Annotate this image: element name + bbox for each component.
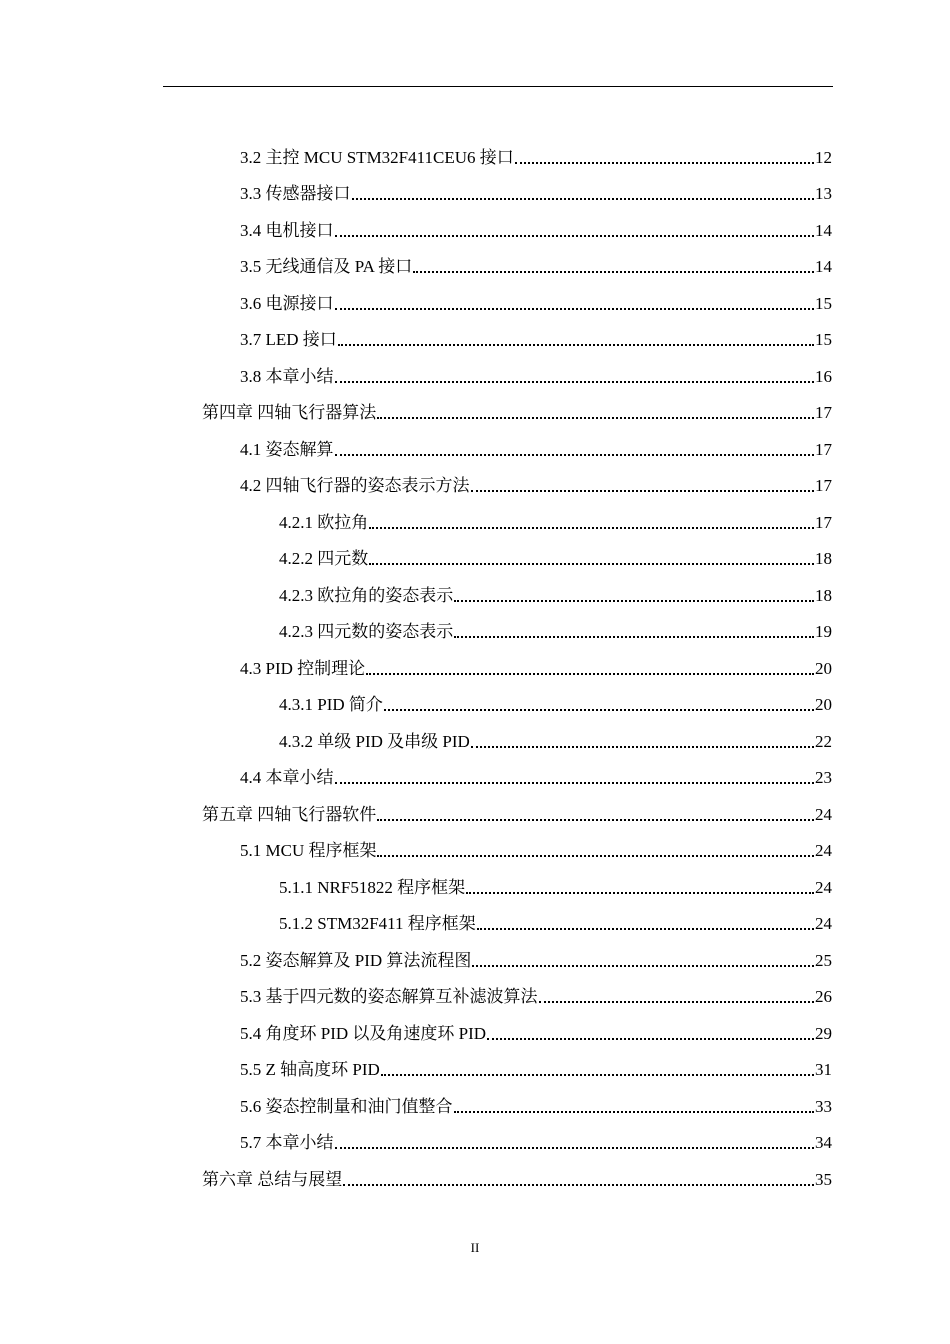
toc-entry-title: 4.3.2 单级 PID 及串级 PID <box>279 731 470 751</box>
toc-entry[interactable] <box>202 788 832 825</box>
toc-dot-leader <box>366 673 814 675</box>
toc-entry-page: 31 <box>815 1060 832 1079</box>
toc-dot-leader <box>335 782 815 784</box>
toc-entry-title: 4.4 本章小结 <box>240 768 334 787</box>
toc-entry[interactable] <box>279 606 832 643</box>
toc-entry-page: 15 <box>815 293 832 313</box>
toc-dot-leader <box>335 381 815 383</box>
toc-entry[interactable] <box>240 168 832 205</box>
toc-entry[interactable] <box>240 241 832 278</box>
toc-entry-page: 19 <box>815 622 832 641</box>
toc-dot-leader <box>515 162 814 164</box>
toc-entry[interactable] <box>240 131 832 168</box>
toc-entry-title: 4.3.1 PID 简介 <box>279 695 383 714</box>
toc-entry[interactable] <box>279 679 832 716</box>
toc-entry-page: 13 <box>815 184 832 203</box>
toc-entry-title: 5.1.2 STM32F411 程序框架 <box>279 914 476 933</box>
toc-dot-leader <box>454 1111 815 1113</box>
toc-entry[interactable] <box>279 715 832 752</box>
toc-dot-leader <box>369 563 814 565</box>
toc-entry-title: 4.1 姿态解算 <box>240 439 334 459</box>
toc-dot-leader <box>413 271 814 273</box>
toc-entry-title: 3.4 电机接口 <box>240 220 334 240</box>
toc-entry-title: 第四章 四轴飞行器算法 <box>202 403 377 422</box>
toc-entry[interactable] <box>279 496 832 533</box>
toc-entry-page: 14 <box>815 220 832 240</box>
toc-entry-title: 3.7 LED 接口 <box>240 330 337 349</box>
toc-entry-page: 23 <box>815 768 832 787</box>
toc-dot-leader <box>539 1001 815 1003</box>
toc-entry-page: 24 <box>815 914 832 933</box>
toc-entry[interactable] <box>240 1117 832 1154</box>
toc-entry[interactable] <box>240 752 832 789</box>
toc-entry-page: 17 <box>815 439 832 459</box>
toc-entry-title: 5.1.1 NRF51822 程序框架 <box>279 877 466 897</box>
toc-dot-leader <box>335 308 815 310</box>
toc-dot-leader <box>454 600 814 602</box>
toc-entry[interactable] <box>240 642 832 679</box>
toc-entry[interactable] <box>240 971 832 1008</box>
toc-entry-page: 12 <box>815 147 832 167</box>
toc-dot-leader <box>377 819 814 821</box>
toc-entry-page: 25 <box>815 950 832 970</box>
toc-entry-title: 4.2.1 欧拉角 <box>279 512 369 532</box>
toc-dot-leader <box>335 235 815 237</box>
toc-entry-title: 3.5 无线通信及 PA 接口 <box>240 257 413 276</box>
toc-entry-title: 5.1 MCU 程序框架 <box>240 841 377 860</box>
toc-entry[interactable] <box>240 1007 832 1044</box>
toc-entry[interactable] <box>240 460 832 497</box>
toc-dot-leader <box>338 344 814 346</box>
toc-entry-page: 20 <box>815 658 832 678</box>
toc-entry-page: 18 <box>815 549 832 568</box>
toc-entry-title: 第五章 四轴飞行器软件 <box>202 804 377 824</box>
toc-entry-page: 33 <box>815 1096 832 1116</box>
toc-dot-leader <box>466 892 814 894</box>
toc-entry-page: 26 <box>815 987 832 1006</box>
toc-dot-leader <box>454 636 814 638</box>
toc-dot-leader <box>472 965 814 967</box>
toc-dot-leader <box>377 417 814 419</box>
toc-entry-title: 5.4 角度环 PID 以及角速度环 PID <box>240 1023 487 1043</box>
toc-entry[interactable] <box>240 350 832 387</box>
toc-entry-page: 16 <box>815 366 832 386</box>
toc-entry-title: 5.2 姿态解算及 PID 算法流程图 <box>240 950 472 970</box>
toc-entry-title: 4.3 PID 控制理论 <box>240 658 366 678</box>
page-number: II <box>470 1240 480 1255</box>
toc-entry-page: 24 <box>815 841 832 860</box>
toc-dot-leader <box>384 709 814 711</box>
toc-entry-title: 5.7 本章小结 <box>240 1133 334 1152</box>
toc-entry[interactable] <box>240 825 832 862</box>
toc-entry[interactable] <box>240 934 832 971</box>
toc-entry-title: 5.5 Z 轴高度环 PID <box>240 1060 380 1079</box>
toc-entry-title: 3.3 传感器接口 <box>240 184 351 203</box>
toc-dot-leader <box>471 746 814 748</box>
header-rule <box>163 86 833 87</box>
toc-entry-title: 3.8 本章小结 <box>240 366 334 386</box>
toc-entry[interactable] <box>202 1153 832 1190</box>
toc-entry[interactable] <box>279 533 832 570</box>
toc-entry-title: 4.2.3 欧拉角的姿态表示 <box>279 585 454 605</box>
toc-entry[interactable] <box>240 277 832 314</box>
toc-dot-leader <box>352 198 815 200</box>
toc-entry[interactable] <box>279 898 832 935</box>
toc-entry-page: 34 <box>815 1133 832 1152</box>
toc-entry-page: 17 <box>815 403 832 422</box>
toc-dot-leader <box>381 1074 814 1076</box>
toc-dot-leader <box>377 855 814 857</box>
toc-entry-page: 29 <box>815 1023 832 1043</box>
toc-entry-page: 24 <box>815 804 832 824</box>
toc-entry-page: 18 <box>815 585 832 605</box>
toc-entry[interactable] <box>240 1080 832 1117</box>
toc-entry[interactable] <box>240 314 832 351</box>
toc-entry-title: 3.2 主控 MCU STM32F411CEU6 接口 <box>240 147 514 167</box>
toc-entry-page: 35 <box>815 1169 832 1189</box>
toc-entry[interactable] <box>279 569 832 606</box>
toc-entry[interactable] <box>240 1044 832 1081</box>
toc-dot-leader <box>343 1184 814 1186</box>
toc-entry-title: 5.3 基于四元数的姿态解算互补滤波算法 <box>240 987 538 1006</box>
toc-entry-title: 4.2.2 四元数 <box>279 549 369 568</box>
toc-entry-page: 17 <box>815 512 832 532</box>
toc-dot-leader <box>477 928 814 930</box>
toc-dot-leader <box>487 1038 814 1040</box>
toc-entry-title: 3.6 电源接口 <box>240 293 334 313</box>
toc-entry[interactable] <box>240 204 832 241</box>
toc-dot-leader <box>335 1147 815 1149</box>
toc-entry-title: 第六章 总结与展望 <box>202 1169 343 1189</box>
toc-dot-leader <box>369 527 814 529</box>
toc-dot-leader <box>335 454 815 456</box>
toc-entry[interactable] <box>279 861 832 898</box>
toc-entry-page: 20 <box>815 695 832 714</box>
toc-entry[interactable] <box>202 387 832 424</box>
toc-entry-page: 22 <box>815 731 832 751</box>
toc-entry-page: 14 <box>815 257 832 276</box>
toc-entry-page: 17 <box>815 476 832 495</box>
toc-entry-title: 5.6 姿态控制量和油门值整合 <box>240 1096 453 1116</box>
toc-entry-page: 24 <box>815 877 832 897</box>
toc-entry-page: 15 <box>815 330 832 349</box>
toc-entry-title: 4.2.3 四元数的姿态表示 <box>279 622 454 641</box>
toc-entry-title: 4.2 四轴飞行器的姿态表示方法 <box>240 476 470 495</box>
toc-entry[interactable] <box>240 423 832 460</box>
toc-dot-leader <box>471 490 815 492</box>
